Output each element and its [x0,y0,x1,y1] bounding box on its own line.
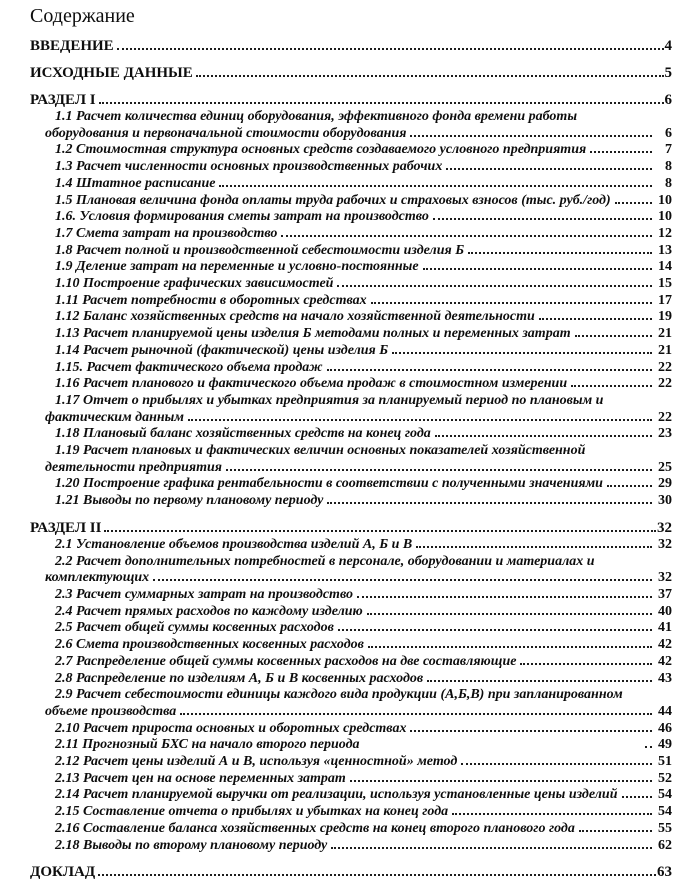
toc-entry-text: 2.9 Расчет себестоимости единицы каждого вида продукции (А,Б,В) при запланированном [55,687,623,703]
toc-page-number: 32 [658,536,672,552]
toc-sub-entry[interactable] [45,226,672,243]
toc-dotted-leader [645,746,652,748]
toc-page-number: 44 [658,703,672,719]
toc-sub-entry[interactable] [45,821,672,838]
toc-heading-entry[interactable] [30,91,672,109]
toc-page-number: 8 [665,175,672,191]
toc-sub-entry[interactable] [45,787,672,804]
toc-sub-entry[interactable] [45,376,672,393]
toc-dotted-leader [433,218,652,220]
toc-sub-entry[interactable] [45,243,672,260]
toc-entry-text: 2.13 Расчет цен на основе переменных затрат [55,770,346,786]
toc-page-number: 32 [658,570,672,586]
toc-page-number: 63 [657,864,672,881]
toc-page-number: 8 [665,159,672,175]
toc-dotted-leader [196,75,664,77]
toc-entry-text: 2.11 Прогнозный БХС на начало второго периода [55,737,360,753]
toc-entry-text: 2.7 Распределение общей суммы косвенных расходов на две составляющие [55,653,517,669]
toc-sub-entry[interactable] [45,637,672,654]
toc-page-number: 6 [665,125,672,141]
toc-entry-text: 1.7 Смета затрат на производство [55,225,278,241]
toc-dotted-leader [99,102,664,104]
toc-page-number: 10 [658,192,672,208]
toc-page-number: 5 [664,65,672,81]
toc-entry-text: 1.11 Расчет потребности в оборотных средствах [55,292,367,308]
toc-dotted-leader [520,663,652,665]
toc-page-number: 32 [657,519,672,536]
toc-page-number: 17 [658,292,672,308]
toc-entry-text: 2.16 Составление баланса хозяйственных средств на конец второго планового года [55,820,575,836]
toc-page-number: 40 [658,603,672,619]
toc-dotted-leader [410,135,652,137]
toc-sub-entry[interactable] [45,443,672,460]
toc-dotted-leader [338,629,652,631]
toc-entry-text: 2.2 Расчет дополнительных потребностей в персонале, оборудовании и материалах и [55,553,595,569]
toc-page-number: 13 [658,242,672,258]
toc-entry-text: 2.6 Смета производственных косвенных расходов [55,637,364,653]
toc-sub-entry[interactable] [45,276,672,293]
toc-sub-entry[interactable] [45,259,672,276]
toc-entry-text: 1.5 Плановая величина фонда оплаты труда рабочих и страховых взносов (тыс. руб./год) [55,192,611,208]
toc-dotted-leader [331,847,652,849]
toc-sub-entry[interactable] [45,343,672,360]
toc-entry-text: 2.5 Расчет общей суммы косвенных расходов [55,620,334,636]
toc-page-number: 46 [658,720,672,736]
toc-sub-entry[interactable] [45,493,672,510]
toc-sub-entry[interactable] [45,326,672,343]
toc-entry-text: 1.21 Выводы по первому плановому периоду [55,493,324,509]
toc-entry-text: 2.1 Установление объемов производства изделий А, Б и В [55,536,413,552]
toc-dotted-leader [571,385,652,387]
toc-entry-text: 2.12 Расчет цены изделий А и В, используя «ценностной» метод [55,754,458,770]
toc-dotted-leader [468,252,652,254]
toc-page-number: 22 [658,409,672,425]
toc-dotted-leader [579,830,652,832]
toc-page-number: 42 [658,653,672,669]
toc-page-number: 49 [658,737,672,753]
toc-dotted-leader [188,419,652,421]
toc-entry-text: 1.20 Построение графика рентабельности в соответствии с полученными значениями [55,476,603,492]
toc-sub-entry[interactable] [45,604,672,621]
toc-heading-entry[interactable] [30,37,672,55]
toc-sub-entry[interactable] [45,671,672,688]
toc-dotted-leader [104,530,656,532]
toc-entry-text: ДОКЛАД [30,864,96,881]
toc-entry-text: 1.13 Расчет планируемой цены изделия Б методами полных и переменных затрат [55,326,571,342]
toc-entry-text: ВВЕДЕНИЕ [30,38,114,54]
toc-dotted-leader [446,168,652,170]
toc-page-number: 37 [658,586,672,602]
toc-entry-text: деятельности предприятия [45,459,222,475]
toc-entry-text: комплектующих [45,570,150,586]
toc-entry-text: 1.1 Расчет количества единиц оборудования, эффективного фонда времени работы [55,109,578,124]
toc-dotted-leader [423,268,652,270]
toc-sub-entry[interactable] [45,309,672,326]
toc-entry-text: 1.6. Условия формирования сметы затрат на производство [55,209,429,225]
toc-dotted-leader [367,613,652,615]
toc-entry-text: фактическим данным [45,409,184,425]
toc-entry-text: 2.14 Расчет планируемой выручки от реализации, используя установленные цены изделий [55,787,618,803]
toc-heading-entry[interactable] [30,64,672,82]
toc-sub-entry[interactable] [45,209,672,226]
toc-dotted-leader [575,335,652,337]
toc-sub-entry[interactable] [45,771,672,788]
toc-sub-entry[interactable] [45,393,672,410]
toc-page-number: 19 [658,309,672,325]
toc-sub-entry[interactable] [45,654,672,671]
toc-entry-text: 2.18 Выводы по второму плановому периоду [55,837,328,853]
toc-dotted-leader [117,48,664,50]
toc-entry-text: объеме производства [45,703,177,719]
toc-sub-entry[interactable] [45,109,672,126]
toc-sub-entry[interactable] [45,476,672,493]
toc-page-number: 21 [658,342,672,358]
toc-sub-entry[interactable] [45,142,672,159]
toc-entry-text: 1.10 Построение графических зависимостей [55,276,334,292]
toc-sub-entry[interactable] [45,587,672,604]
toc-entry-text: 2.15 Составление отчета о прибылях и убытках на конец года [55,804,449,820]
toc-sub-entry[interactable] [45,159,672,176]
toc-page-number: 6 [664,92,672,108]
toc-dotted-leader [368,646,652,648]
toc-sub-entry[interactable] [45,537,672,554]
toc-page-number: 14 [658,259,672,275]
toc-sub-entry[interactable] [45,754,672,771]
toc-sub-entry[interactable] [45,176,672,193]
toc-heading-entry[interactable] [30,519,672,537]
toc-dotted-leader [427,680,652,682]
toc-entry-text: 1.19 Расчет плановых и фактических величин основных показателей хозяйственной [55,443,586,459]
toc-page-number: 55 [658,820,672,836]
toc-dotted-leader [153,579,652,581]
toc-dotted-leader [350,780,652,782]
toc-heading-entry[interactable] [30,863,672,881]
toc-dotted-leader [416,546,652,548]
toc-page-number: 4 [664,38,672,54]
toc-dotted-leader [219,185,652,187]
toc-page-number: 54 [658,787,672,803]
toc-entry-text: 1.17 Отчет о прибылях и убытках предприятия за планируемый период по плановым и [55,392,604,408]
toc-dotted-leader [327,502,652,504]
toc-page-number: 42 [658,637,672,653]
toc-sub-entry[interactable] [45,360,672,377]
toc-entry-text: 2.8 Распределение по изделиям А, Б и В косвенных расходов [55,670,424,686]
toc-sub-entry[interactable] [45,804,672,821]
toc-dotted-leader [452,813,652,815]
toc-dotted-leader [371,302,652,304]
toc-leader-gap [364,746,642,748]
toc-dotted-leader [539,318,652,320]
toc-page-number: 15 [658,276,672,292]
toc-page-number: 22 [658,359,672,375]
toc-entry-text: 1.9 Деление затрат на переменные и условно-постоянные [55,259,419,275]
toc-entry-text: оборудования и первоначальной стоимости оборудования [45,125,407,141]
toc-page-number: 10 [658,209,672,225]
toc-dotted-leader [435,435,652,437]
toc-entry-text: 2.4 Расчет прямых расходов по каждому изделию [55,603,363,619]
page-title: Содержание [30,5,135,27]
toc-dotted-leader [410,730,652,732]
toc-dotted-leader [607,485,652,487]
toc-sub-entry[interactable] [45,570,672,587]
toc-entry-text: 1.16 Расчет планового и фактического объема продаж в стоимостном измерении [55,376,568,392]
toc-entry-text: 1.3 Расчет численности основных производственных рабочих [55,159,443,175]
toc-entry-text: 1.12 Баланс хозяйственных средств на начало хозяйственной деятельности [55,309,535,325]
toc-dotted-leader [357,596,652,598]
toc-page-number: 29 [658,476,672,492]
toc-sub-entry[interactable] [45,737,672,754]
toc-page-number: 21 [658,326,672,342]
toc-entry-text: 1.15. Расчет фактического объема продаж [55,359,323,375]
toc-sub-entry[interactable] [45,704,672,721]
toc-page-number: 62 [658,837,672,853]
toc-sub-entry[interactable] [45,293,672,310]
toc-entry-text: 1.8 Расчет полной и производственной себестоимости изделия Б [55,242,465,258]
toc-entry-text: 1.18 Плановый баланс хозяйственных средств на конец года [55,426,431,442]
toc-dotted-leader [392,352,652,354]
toc-page-number: 22 [658,376,672,392]
toc-sub-entry[interactable] [45,554,672,571]
toc-page-number: 30 [658,493,672,509]
toc-sub-entry[interactable] [45,687,672,704]
toc-page-number: 54 [658,804,672,820]
toc-dotted-leader [281,235,652,237]
toc-sub-entry[interactable] [45,460,672,477]
toc-page-number: 43 [658,670,672,686]
toc-entry-text: ИСХОДНЫЕ ДАННЫЕ [30,65,193,81]
toc-page-number: 51 [658,754,672,770]
toc-page-number: 12 [658,225,672,241]
toc-dotted-leader [615,202,652,204]
toc-entry-text: 2.10 Расчет прироста основных и оборотных средствах [55,720,407,736]
toc-page-number: 23 [658,426,672,442]
toc-dotted-leader [590,151,652,153]
toc-sub-entry[interactable] [45,721,672,738]
toc-entry-text: 1.4 Штатное расписание [55,175,216,191]
toc-dotted-leader [226,469,652,471]
toc-sub-entry[interactable] [45,193,672,210]
toc-sub-entry[interactable] [45,838,672,855]
toc-dotted-leader [461,763,652,765]
toc-entry-text: РАЗДЕЛ II [30,519,102,536]
toc-dotted-leader [337,285,652,287]
toc-entry-text: 2.3 Расчет суммарных затрат на производство [55,586,354,602]
toc-dotted-leader [98,874,656,876]
toc-sub-entry[interactable] [45,410,672,427]
toc-dotted-leader [622,796,653,798]
toc-page-number: 25 [658,459,672,475]
toc-list [30,37,672,881]
toc-dotted-leader [180,713,652,715]
toc-entry-text: 1.2 Стоимостная структура основных средств создаваемого условного предприятия [55,142,587,158]
toc-entry-text: РАЗДЕЛ I [30,92,96,108]
toc-sub-entry[interactable] [45,426,672,443]
toc-sub-entry[interactable] [45,126,672,143]
toc-page-number: 7 [665,142,672,158]
toc-page-number: 52 [658,770,672,786]
toc-page-number: 41 [658,620,672,636]
toc-sub-entry[interactable] [45,620,672,637]
toc-dotted-leader [327,369,652,371]
toc-entry-text: 1.14 Расчет рыночной (фактической) цены изделия Б [55,342,389,358]
